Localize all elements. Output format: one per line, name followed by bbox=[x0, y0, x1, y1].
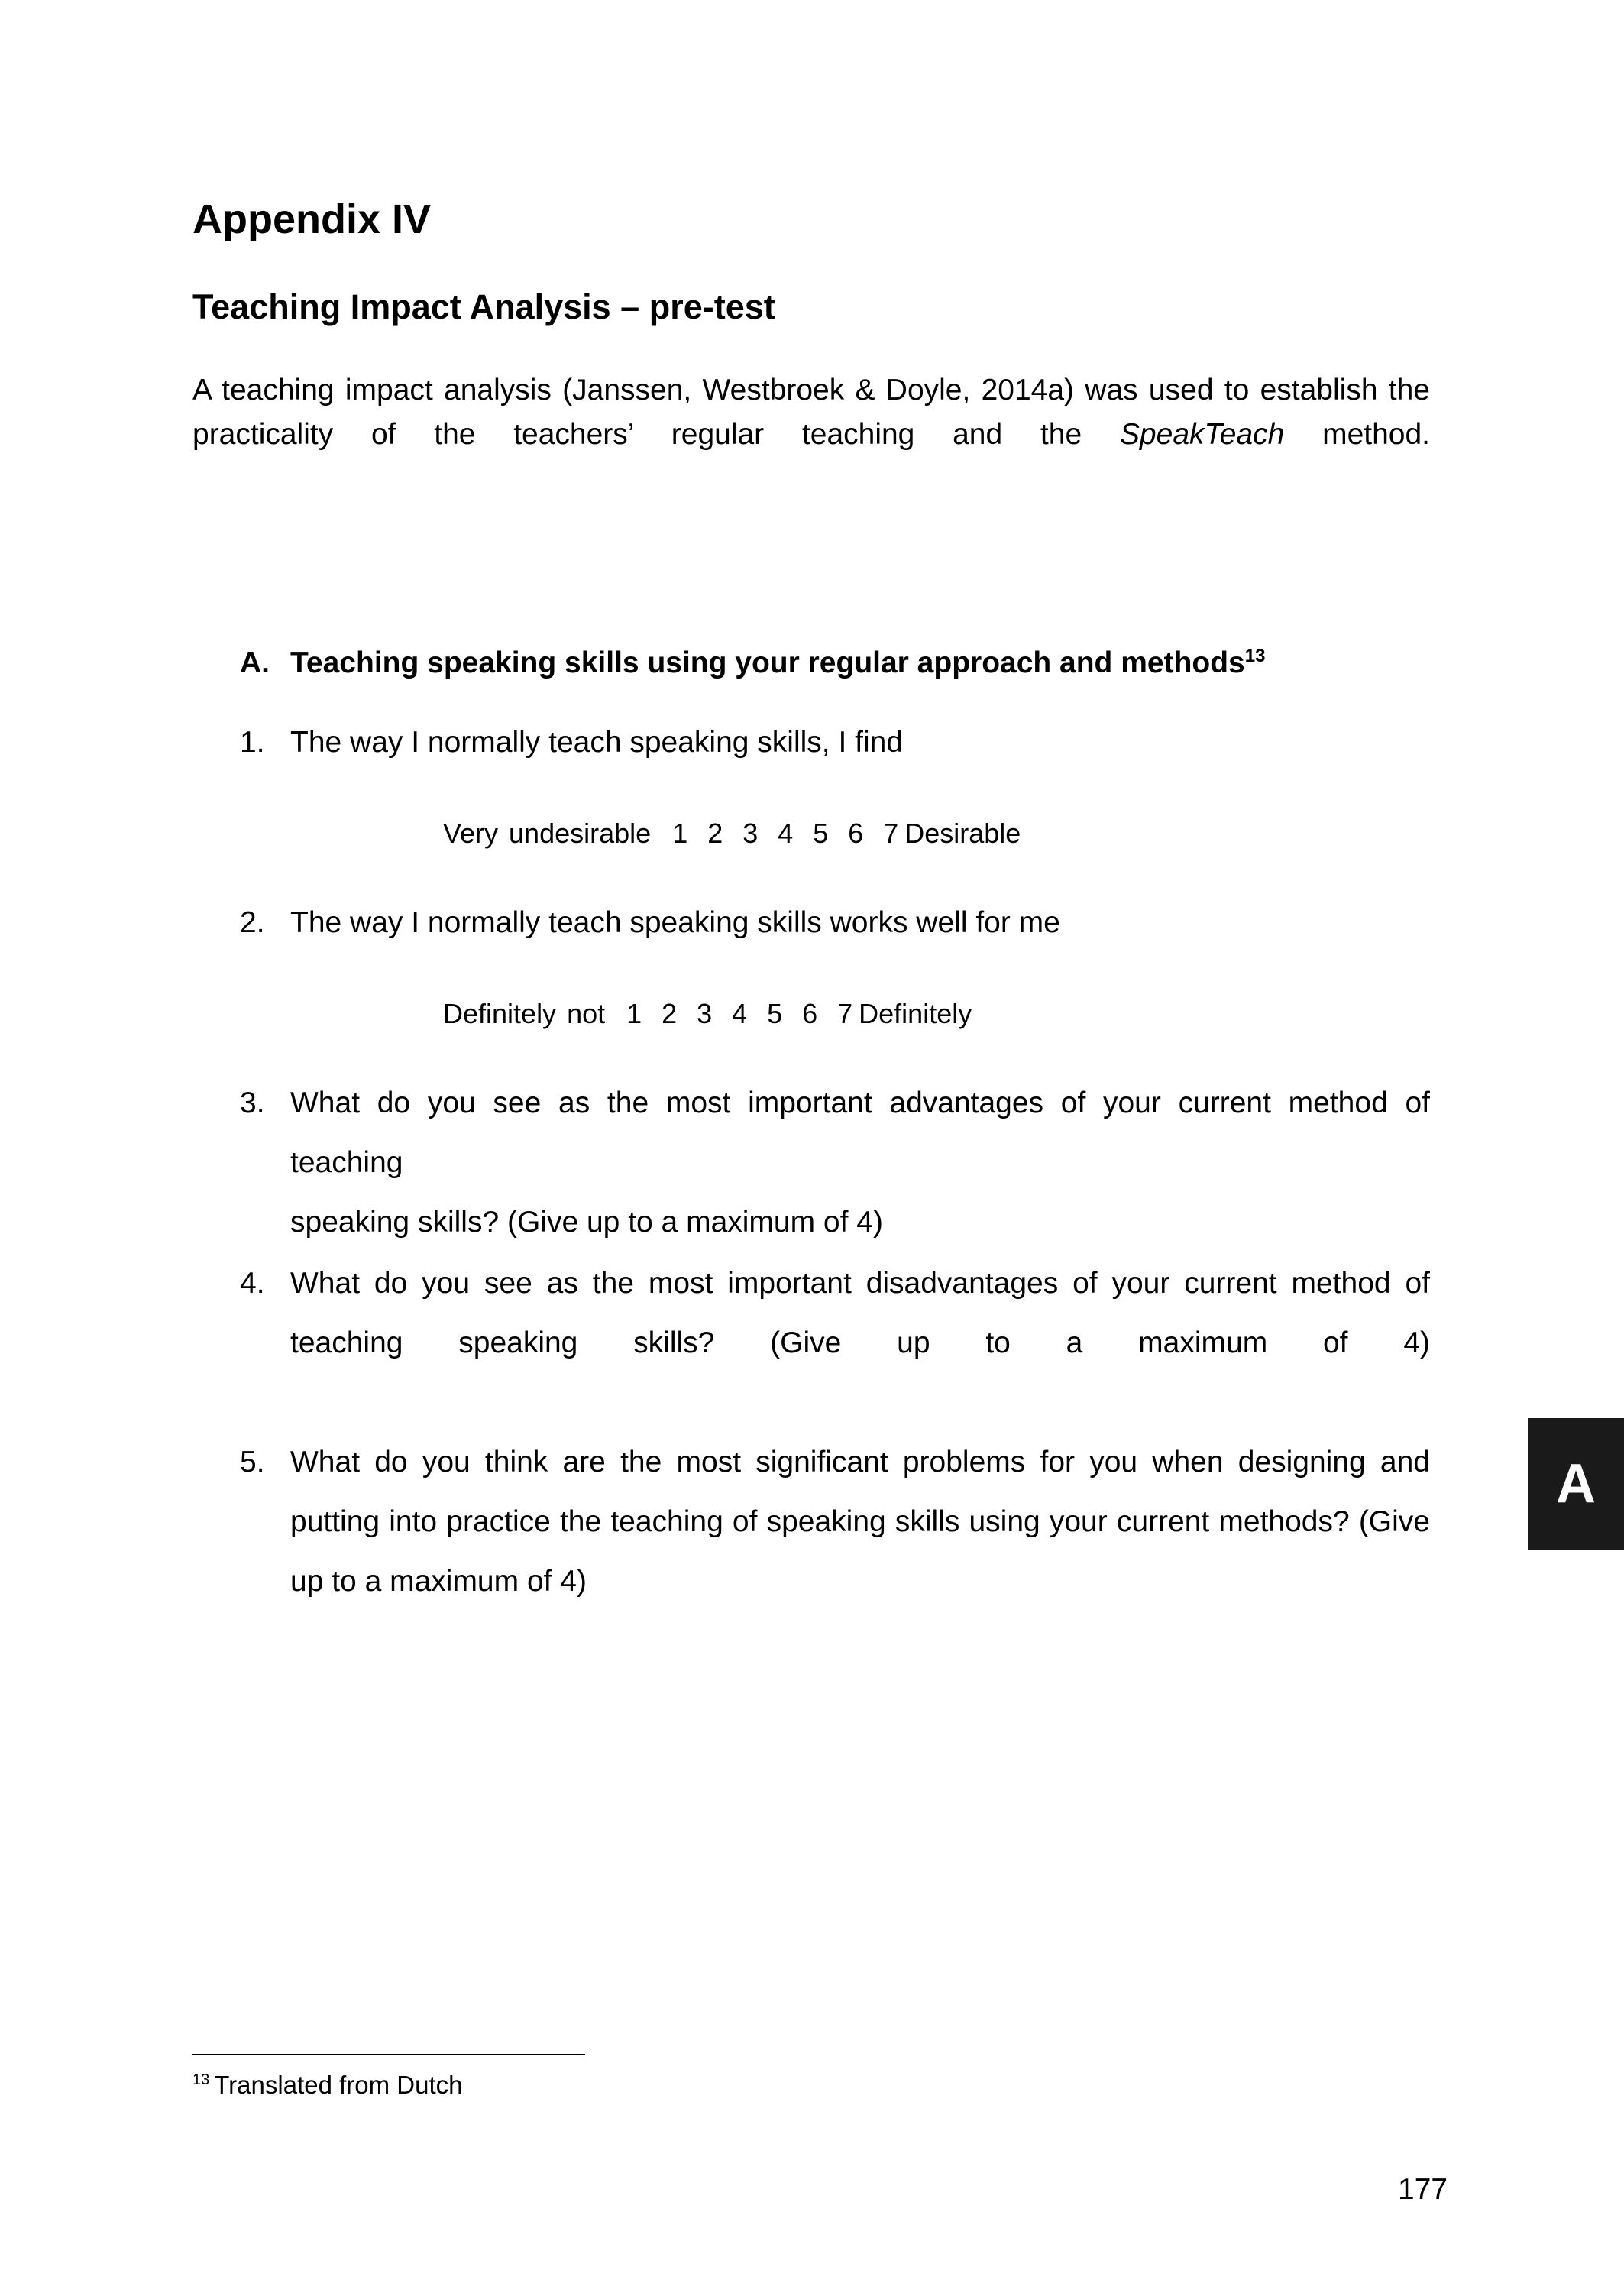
scale-low-label: Very undesirable bbox=[443, 818, 652, 849]
footnote-text: Translated from Dutch bbox=[214, 2071, 463, 2099]
part-title bbox=[290, 642, 1265, 685]
scale-point[interactable]: 4 bbox=[778, 818, 794, 849]
scale-point[interactable]: 2 bbox=[662, 998, 678, 1029]
scale-point[interactable]: 6 bbox=[848, 818, 864, 849]
question-line: teaching speaking skills? (Give up to a maximum of 4) bbox=[290, 1326, 1430, 1359]
appendix-side-tab: A bbox=[1528, 1418, 1624, 1550]
question-text: The way I normally teach speaking skills, I find bbox=[290, 726, 904, 759]
question-line: putting into practice the teaching of speaking skills using your current methods? (Give bbox=[290, 1505, 1430, 1538]
intro-line-1: A teaching impact analysis (Janssen, Westbroek & Doyle, 2014a) was used to establish the bbox=[192, 374, 1430, 406]
scale-point[interactable]: 3 bbox=[742, 818, 759, 849]
question-line: up to a maximum of 4) bbox=[290, 1565, 587, 1598]
question-line: What do you think are the most significant problems for you when designing and bbox=[290, 1446, 1430, 1478]
question-text bbox=[290, 1433, 1430, 1611]
scale-point[interactable]: 2 bbox=[707, 818, 723, 849]
rating-scale bbox=[443, 995, 972, 1033]
question-line: speaking skills? (Give up to a maximum of 4) bbox=[290, 1206, 883, 1239]
section-title: Teaching Impact Analysis – pre-test bbox=[192, 287, 775, 326]
question-number: 4. bbox=[240, 1267, 265, 1300]
question-line: What do you see as the most important advantages of your current method of teaching bbox=[290, 1087, 1430, 1179]
intro-line-2-end: method. bbox=[1322, 418, 1431, 451]
scale-point[interactable]: 1 bbox=[672, 818, 688, 849]
question-text bbox=[290, 1254, 1430, 1373]
footnote-reference: 13 bbox=[1244, 646, 1266, 666]
part-title-text: Teaching speaking skills using your regular approach and methods bbox=[290, 646, 1245, 679]
footnote-divider bbox=[192, 2054, 585, 2055]
rating-scale bbox=[443, 815, 1021, 853]
question-text bbox=[290, 1074, 1430, 1252]
footnote bbox=[192, 2068, 462, 2103]
part-label: A. bbox=[240, 646, 270, 679]
intro-line-2-start: practicality of the teachers’ regular teaching and the bbox=[192, 418, 1082, 451]
footnote-number: 13 bbox=[192, 2071, 210, 2088]
scale-high-label: Definitely bbox=[859, 998, 972, 1029]
page-number: 177 bbox=[1398, 2173, 1448, 2206]
scale-high-label: Desirable bbox=[904, 818, 1021, 849]
question-number: 1. bbox=[240, 726, 265, 759]
question-number: 2. bbox=[240, 906, 265, 939]
scale-point[interactable]: 5 bbox=[767, 998, 783, 1029]
scale-low-label: Definitely not bbox=[443, 998, 606, 1029]
scale-point[interactable]: 7 bbox=[883, 818, 899, 849]
question-text: The way I normally teach speaking skills works well for me bbox=[290, 906, 1060, 939]
method-name: SpeakTeach bbox=[1119, 418, 1285, 451]
question-line: What do you see as the most important disadvantages of your current method of bbox=[290, 1267, 1430, 1300]
question-number: 3. bbox=[240, 1087, 265, 1119]
appendix-heading: Appendix IV bbox=[192, 196, 432, 242]
intro-line-2 bbox=[192, 413, 1430, 457]
scale-point[interactable]: 4 bbox=[732, 998, 748, 1029]
intro-paragraph bbox=[192, 368, 1430, 457]
scale-point[interactable]: 6 bbox=[802, 998, 818, 1029]
scale-point[interactable]: 3 bbox=[697, 998, 713, 1029]
question-number: 5. bbox=[240, 1446, 265, 1478]
scale-point[interactable]: 1 bbox=[626, 998, 642, 1029]
scale-point[interactable]: 7 bbox=[837, 998, 853, 1029]
scale-point[interactable]: 5 bbox=[813, 818, 829, 849]
